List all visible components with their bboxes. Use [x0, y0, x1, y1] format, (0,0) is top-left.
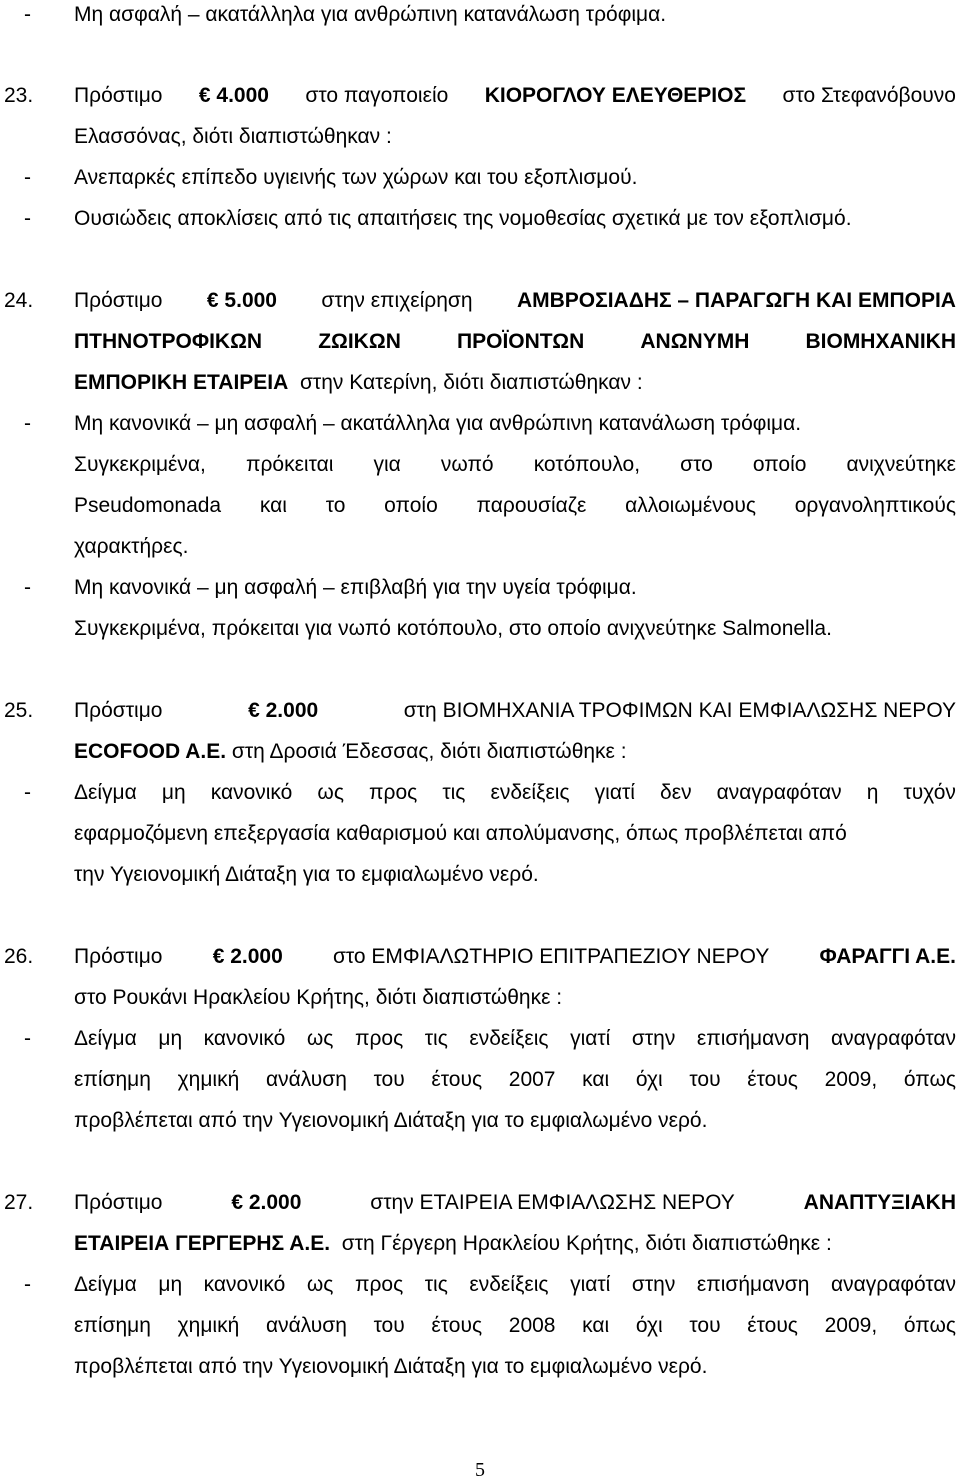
- justified-text: [74, 491, 956, 521]
- word: 2009,: [824, 1314, 878, 1337]
- heading-text: [74, 942, 956, 972]
- text: Ανεπαρκές επίπεδο υγιεινής των χώρων και του εξοπλισμού.: [74, 166, 638, 189]
- amount: € 2.000: [212, 945, 283, 968]
- word: επίσημη: [74, 1314, 151, 1337]
- name: ECOFOOD A.E.: [74, 740, 227, 763]
- word: οργανοληπτικούς: [794, 494, 956, 517]
- text-line: [0, 819, 960, 849]
- dash: -: [24, 166, 31, 189]
- text: στο παγοποιείο: [305, 84, 449, 107]
- word: αναγραφόταν: [830, 1273, 956, 1296]
- text-line: [0, 1352, 960, 1382]
- item-25-heading: [0, 696, 960, 726]
- word: έτους: [431, 1314, 483, 1337]
- word: μη: [158, 1027, 183, 1050]
- fine-amount: [213, 942, 283, 972]
- text-line: [0, 737, 960, 767]
- text-group: [74, 1229, 832, 1259]
- word: προς: [369, 781, 418, 804]
- justified-line: [0, 450, 960, 480]
- text: στην Κατερίνη, διότι διαπιστώθηκαν :: [299, 371, 643, 394]
- fine-amount: [207, 286, 277, 316]
- word: Συγκεκριμένα,: [74, 453, 206, 476]
- word: και: [582, 1068, 610, 1091]
- word: κανονικό: [203, 1027, 286, 1050]
- text: προβλέπεται από την Υγειονομική Διάταξη για το εμφιαλωμένο νερό.: [74, 1355, 708, 1378]
- word: χημική: [177, 1068, 240, 1091]
- item-number: 27.: [4, 1191, 34, 1214]
- amount: € 2.000: [231, 1191, 302, 1214]
- word: παρουσίαζε: [476, 494, 587, 517]
- heading-text: [74, 696, 956, 726]
- justified-text: [74, 778, 956, 808]
- word: δεν: [660, 781, 692, 804]
- dash: -: [24, 207, 31, 230]
- name: ΕΤΑΙΡΕΙΑ ΓΕΡΓΕΡΗΣ Α.Ε.: [74, 1232, 331, 1255]
- bullet-line: [0, 204, 960, 234]
- text: χαρακτήρες.: [74, 535, 189, 558]
- word: προς: [354, 1027, 404, 1050]
- word: τις: [424, 1027, 448, 1050]
- word: ως: [306, 1273, 334, 1296]
- dash: -: [24, 576, 31, 599]
- word: επίσημη: [74, 1068, 151, 1091]
- word: νωπό: [440, 453, 494, 476]
- word: επισήμανση: [696, 1027, 810, 1050]
- page-number: 5: [475, 1459, 485, 1481]
- text-line: [0, 983, 960, 1013]
- business-name: [517, 286, 956, 316]
- fine-label: Πρόστιμο: [74, 1191, 163, 1214]
- word: 2008: [508, 1314, 556, 1337]
- text: Συγκεκριμένα, πρόκειται για νωπό κοτόπουλο, στο οποίο ανιχνεύτηκε Salmonella.: [74, 617, 832, 640]
- word: ανάλυση: [265, 1068, 347, 1091]
- text-line: [0, 614, 960, 644]
- word: ενδείξεις: [469, 1273, 549, 1296]
- item-number: 26.: [4, 945, 34, 968]
- justified-text: [74, 450, 956, 480]
- fine-label: Πρόστιμο: [74, 945, 163, 968]
- word: 2007: [508, 1068, 556, 1091]
- text-line: [0, 122, 960, 152]
- word: τυχόν: [903, 781, 956, 804]
- text-line: [0, 1229, 960, 1259]
- word: προς: [354, 1273, 404, 1296]
- word: αλλοιωμένους: [625, 494, 756, 517]
- word: τις: [442, 781, 466, 804]
- word: οποίο: [752, 453, 807, 476]
- word: του: [373, 1068, 405, 1091]
- word: του: [689, 1314, 721, 1337]
- word: κανονικό: [203, 1273, 286, 1296]
- word: μη: [161, 781, 186, 804]
- word: του: [689, 1068, 721, 1091]
- text: Ελασσόνας, διότι διαπιστώθηκαν :: [74, 125, 392, 148]
- word: και: [259, 494, 287, 517]
- bullet-line: [0, 573, 960, 603]
- dash: -: [24, 781, 31, 804]
- dash: -: [24, 1273, 31, 1296]
- text: Ουσιώδεις αποκλίσεις από τις απαιτήσεις της νομοθεσίας σχετικά με τον εξοπλισμό.: [74, 207, 852, 230]
- business-name: [804, 1188, 956, 1218]
- text: στην ΕΤΑΙΡΕΙΑ ΕΜΦΙΑΛΩΣΗΣ ΝΕΡΟΥ: [370, 1191, 735, 1214]
- word: ΠΤΗΝΟΤΡΟΦΙΚΩΝ: [74, 330, 263, 353]
- word: οποίο: [384, 494, 438, 517]
- text: στο Ρουκάνι Ηρακλείου Κρήτης, διότι διαπιστώθηκε :: [74, 986, 563, 1009]
- dash: -: [24, 3, 31, 26]
- fine-amount: [199, 81, 269, 111]
- fine-label: Πρόστιμο: [74, 699, 163, 722]
- bullet-line: [0, 1024, 960, 1054]
- name: ΚΙΟΡΟΓΛΟΥ ΕΛΕΥΘΕΡΙΟΣ: [484, 84, 747, 107]
- name: ΕΜΠΟΡΙΚΗ ΕΤΑΙΡΕΙΑ: [74, 371, 289, 394]
- word: χημική: [177, 1314, 240, 1337]
- text-group: [74, 737, 627, 767]
- word: Δείγμα: [74, 1027, 137, 1050]
- item-number: 23.: [4, 84, 34, 107]
- justified-text: [74, 1311, 956, 1341]
- word: και: [582, 1314, 610, 1337]
- justified-text: [74, 1270, 956, 1300]
- word: του: [373, 1314, 405, 1337]
- text-group: [74, 368, 643, 398]
- item-26-heading: [0, 942, 960, 972]
- word: ενδείξεις: [490, 781, 570, 804]
- heading-text: [74, 81, 956, 111]
- word: για: [373, 453, 401, 476]
- word: Δείγμα: [74, 781, 137, 804]
- text: την Υγειονομική Διάταξη για το εμφιαλωμένο νερό.: [74, 863, 539, 886]
- word: όχι: [635, 1068, 663, 1091]
- text: στη Δροσιά Έδεσσας, διότι διαπιστώθηκε :: [231, 740, 627, 763]
- text-line: [0, 1106, 960, 1136]
- word: έτους: [747, 1068, 798, 1091]
- text: Μη κανονικά – μη ασφαλή – ακατάλληλα για ανθρώπινη κατανάλωση τρόφιμα.: [74, 412, 802, 435]
- text: στη ΒΙΟΜΗΧΑΝΙΑ ΤΡΟΦΙΜΩΝ ΚΑΙ ΕΜΦΙΑΛΩΣΗΣ ΝΕΡΟΥ: [403, 699, 956, 722]
- justified-line: [0, 491, 960, 521]
- text-line: [0, 532, 960, 562]
- word: επισήμανση: [696, 1273, 810, 1296]
- fine-label: Πρόστιμο: [74, 289, 163, 312]
- word: ΠΡΟΪΟΝΤΩΝ: [456, 330, 585, 353]
- text: Μη κανονικά – μη ασφαλή – επιβλαβή για την υγεία τρόφιμα.: [74, 576, 637, 599]
- bullet-line: [0, 1270, 960, 1300]
- word: όχι: [635, 1314, 663, 1337]
- heading-text: [74, 1188, 956, 1218]
- word: κανονικό: [210, 781, 293, 804]
- word: γιατί: [570, 1273, 611, 1296]
- fine-amount: [231, 1188, 301, 1218]
- item-27-heading: [0, 1188, 960, 1218]
- heading-text: [74, 286, 956, 316]
- fine-label: Πρόστιμο: [74, 84, 163, 107]
- item-number: 24.: [4, 289, 34, 312]
- word: ΒΙΟΜΗΧΑΝΙΚΗ: [805, 330, 956, 353]
- word: Δείγμα: [74, 1273, 137, 1296]
- word: όπως: [903, 1314, 956, 1337]
- word: στην: [631, 1027, 676, 1050]
- word: η: [866, 781, 879, 804]
- dash: -: [24, 1027, 31, 1050]
- word: κοτόπουλο,: [533, 453, 641, 476]
- bullet-line: [0, 409, 960, 439]
- word: γιατί: [594, 781, 635, 804]
- bullet-line: [0, 163, 960, 193]
- word: ως: [306, 1027, 334, 1050]
- word: τις: [424, 1273, 448, 1296]
- item-23-heading: [0, 81, 960, 111]
- name: [74, 327, 956, 357]
- business-name-line: [74, 327, 956, 357]
- word: ενδείξεις: [469, 1027, 549, 1050]
- text-line: [0, 860, 960, 890]
- word: αναγραφόταν: [716, 781, 842, 804]
- word: αναγραφόταν: [830, 1027, 956, 1050]
- word: πρόκειται: [245, 453, 334, 476]
- text: στη Γέργερη Ηρακλείου Κρήτης, διότι διαπιστώθηκε :: [341, 1232, 832, 1255]
- word: ως: [317, 781, 344, 804]
- word: 2009,: [824, 1068, 878, 1091]
- word: ανάλυση: [265, 1314, 347, 1337]
- text-line: [0, 327, 960, 357]
- word: το: [325, 494, 346, 517]
- name: ΦΑΡΑΓΓΙ Α.Ε.: [819, 945, 956, 968]
- item-24-heading: [0, 286, 960, 316]
- name: ΑΝΑΠΤΥΞΙΑΚΗ: [803, 1191, 956, 1214]
- bullet-line: [0, 0, 960, 30]
- text: εφαρμοζόμενη επεξεργασία καθαρισμού και απολύμανσης, όπως προβλέπεται από: [74, 822, 847, 845]
- text-line: [0, 368, 960, 398]
- business-name: [820, 942, 956, 972]
- business-name: [485, 81, 746, 111]
- dash: -: [24, 412, 31, 435]
- text: Μη ασφαλή – ακατάλληλα για ανθρώπινη κατανάλωση τρόφιμα.: [74, 3, 667, 26]
- word: γιατί: [570, 1027, 611, 1050]
- justified-line: [0, 1065, 960, 1095]
- word: ανιχνεύτηκε: [846, 453, 956, 476]
- fine-amount: [248, 696, 318, 726]
- amount: € 5.000: [206, 289, 277, 312]
- word: ΖΩΙΚΩΝ: [318, 330, 401, 353]
- word: στην: [631, 1273, 676, 1296]
- text: προβλέπεται από την Υγειονομική Διάταξη για το εμφιαλωμένο νερό.: [74, 1109, 708, 1132]
- text: στο Στεφανόβουνο: [782, 84, 956, 107]
- word: Pseudomonada: [74, 494, 222, 517]
- text: στην επιχείρηση: [321, 289, 473, 312]
- word: στο: [680, 453, 713, 476]
- amount: € 4.000: [198, 84, 269, 107]
- name: ΑΜΒΡΟΣΙΑΔΗΣ – ΠΑΡΑΓΩΓΗ ΚΑΙ ΕΜΠΟΡΙΑ: [516, 289, 956, 312]
- item-number: 25.: [4, 699, 34, 722]
- bullet-line: [0, 778, 960, 808]
- justified-text: [74, 1024, 956, 1054]
- word: ΑΝΩΝΥΜΗ: [640, 330, 750, 353]
- text: στο ΕΜΦΙΑΛΩΤΗΡΙΟ ΕΠΙΤΡΑΠΕΖΙΟΥ ΝΕΡΟΥ: [332, 945, 770, 968]
- justified-line: [0, 1311, 960, 1341]
- word: μη: [158, 1273, 183, 1296]
- word: όπως: [903, 1068, 956, 1091]
- word: έτους: [431, 1068, 483, 1091]
- justified-text: [74, 1065, 956, 1095]
- amount: € 2.000: [248, 699, 319, 722]
- word: έτους: [747, 1314, 798, 1337]
